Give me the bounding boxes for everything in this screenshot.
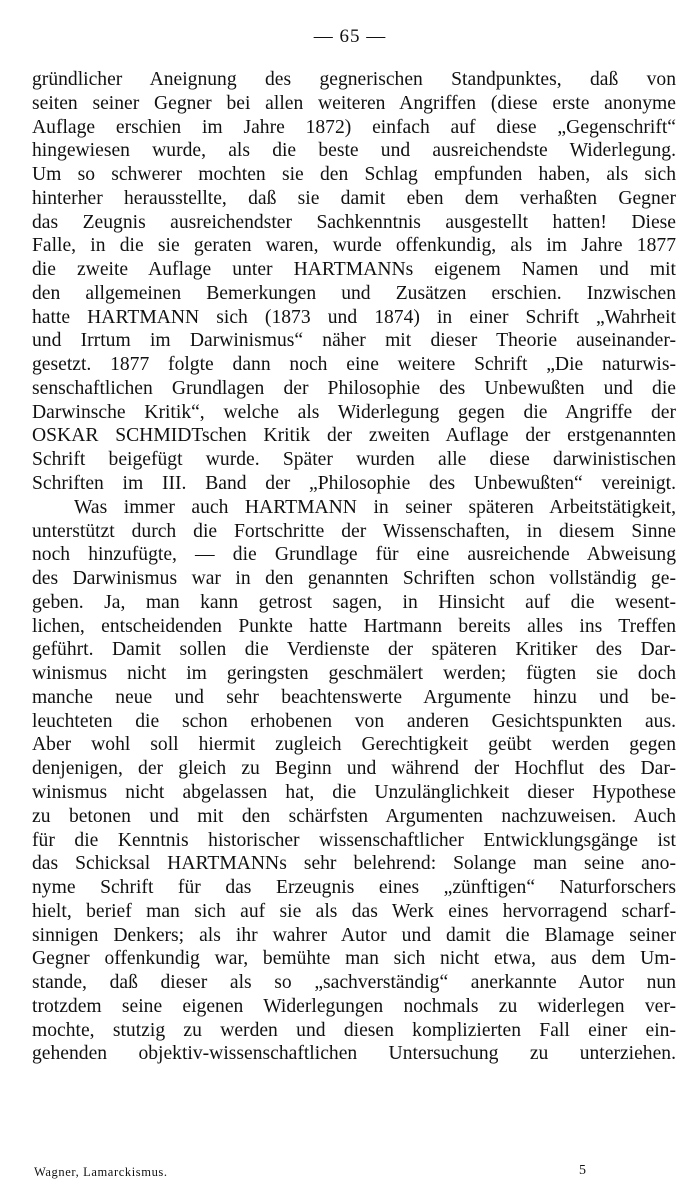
text-line: senschaftlichen Grundlagen der Philosophie des Unbewußten und die bbox=[32, 377, 676, 399]
text-line: hinterher herausstellte, daß sie damit eben dem verhaßten Gegner bbox=[32, 187, 676, 209]
text-line: Falle, in die sie geraten waren, wurde offenkundig, als im Jahre 1877 bbox=[32, 235, 676, 257]
text-line: das Zeugnis ausreichendster Sachkenntnis ausgestellt hatten! Diese bbox=[32, 211, 676, 233]
text-line: hielt, berief man sich auf sie als das Werk eines hervorragend scharf- bbox=[32, 900, 676, 922]
text-line: mochte, stutzig zu werden und diesen komplizierten Fall einer ein- bbox=[32, 1019, 676, 1041]
text-line: OSKAR SCHMIDTschen Kritik der zweiten Auflage der erstgenannten bbox=[32, 425, 676, 447]
text-line: denjenigen, der gleich zu Beginn und während der Hochflut des Dar- bbox=[32, 758, 676, 780]
text-line: Darwinsche Kritik“, welche als Widerlegung gegen die Angriffe der bbox=[32, 401, 676, 423]
footer-sheet-number: 5 bbox=[579, 1163, 586, 1178]
text-line: sinnigen Denkers; als ihr wahrer Autor und damit die Blamage seiner bbox=[32, 924, 676, 946]
text-line: das Schicksal HARTMANNs sehr belehrend: Solange man seine ano- bbox=[32, 853, 676, 875]
page-footer bbox=[34, 1165, 594, 1180]
text-line: noch hinzufügte, — die Grundlage für eine ausreichende Abweisung bbox=[32, 544, 676, 566]
text-line: Gegner offenkundig war, bemühte man sich nicht etwa, aus dem Um- bbox=[32, 948, 676, 970]
text-line: die zweite Auflage unter HARTMANNs eigenem Namen und mit bbox=[32, 259, 676, 281]
footer-signature: Wagner, Lamarckismus. bbox=[34, 1165, 168, 1179]
text-line: den allgemeinen Bemerkungen und Zusätzen erschien. Inzwischen bbox=[32, 282, 676, 304]
text-line: Um so schwerer mochten sie den Schlag empfunden haben, als sich bbox=[32, 164, 676, 186]
text-line: lichen, entscheidenden Punkte hatte Hartmann bereits alles ins Treffen bbox=[32, 615, 676, 637]
text-line: geben. Ja, man kann getrost sagen, in Hinsicht auf die wesent- bbox=[32, 591, 676, 613]
text-line: trotzdem seine eigenen Widerlegungen nochmals zu widerlegen ver- bbox=[32, 995, 676, 1017]
text-line: des Darwinismus war in den genannten Schriften schon vollständig ge- bbox=[32, 568, 676, 590]
text-line: seiten seiner Gegner bei allen weiteren Angriffen (diese erste anonyme bbox=[32, 92, 676, 114]
body-text bbox=[32, 68, 676, 1066]
text-line: geführt. Damit sollen die Verdienste der späteren Kritiker des Dar- bbox=[32, 639, 676, 661]
text-line: Schrift beigefügt wurde. Später wurden alle diese darwinistischen bbox=[32, 449, 676, 471]
text-line: gehenden objektiv-wissenschaftlichen Untersuchung zu unterziehen. bbox=[32, 1043, 676, 1065]
text-line: leuchteten die schon erhobenen von anderen Gesichtspunkten aus. bbox=[32, 710, 676, 732]
text-line: manche neue und sehr beachtenswerte Argumente hinzu und be- bbox=[32, 686, 676, 708]
text-line: Aber wohl soll hiermit zugleich Gerechtigkeit geübt werden gegen bbox=[32, 734, 676, 756]
text-line: hatte HARTMANN sich (1873 und 1874) in einer Schrift „Wahrheit bbox=[32, 306, 676, 328]
text-line: Was immer auch HARTMANN in seiner späteren Arbeitstätigkeit, bbox=[74, 496, 676, 518]
text-line: gesetzt. 1877 folgte dann noch eine weitere Schrift „Die naturwis- bbox=[32, 354, 676, 376]
text-line: unterstützt durch die Fortschritte der Wissenschaften, in diesem Sinne bbox=[32, 520, 676, 542]
text-line: nyme Schrift für das Erzeugnis eines „zünftigen“ Naturforschers bbox=[32, 877, 676, 899]
text-line: stande, daß dieser als so „sachverständig“ anerkannte Autor nun bbox=[32, 972, 676, 994]
text-line: für die Kenntnis historischer wissenschaftlicher Entwicklungsgänge ist bbox=[32, 829, 676, 851]
text-line: winismus nicht im geringsten geschmälert werden; fügten sie doch bbox=[32, 663, 676, 685]
page-number: — 65 — bbox=[313, 26, 387, 47]
text-line: und Irrtum im Darwinismus“ näher mit dieser Theorie auseinander- bbox=[32, 330, 676, 352]
text-line: winismus nicht abgelassen hat, die Unzulänglichkeit dieser Hypothese bbox=[32, 781, 676, 803]
text-line: hingewiesen wurde, als die beste und ausreichendste Widerlegung. bbox=[32, 140, 676, 162]
text-line: Schriften im III. Band der „Philosophie des Unbewußten“ vereinigt. bbox=[32, 473, 676, 495]
text-line: zu betonen und mit den schärfsten Argumenten nachzuweisen. Auch bbox=[32, 805, 676, 827]
text-line: gründlicher Aneignung des gegnerischen Standpunktes, daß von bbox=[32, 69, 676, 90]
text-line: Auflage erschien im Jahre 1872) einfach auf diese „Gegenschrift“ bbox=[32, 116, 676, 138]
